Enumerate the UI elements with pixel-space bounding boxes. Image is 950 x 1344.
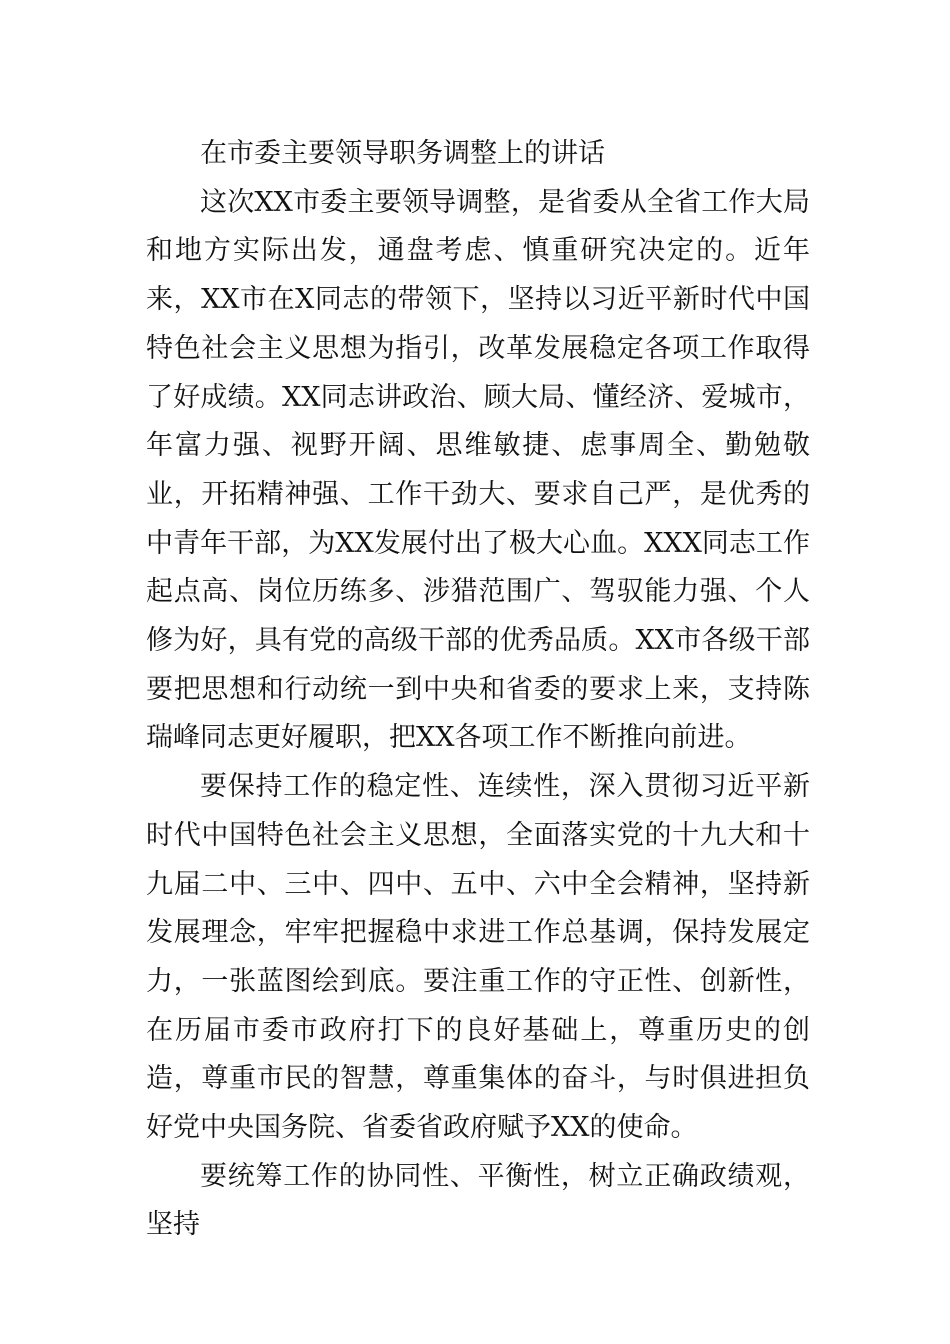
paragraph-1: 这次XX市委主要领导调整，是省委从全省工作大局和地方实际出发，通盘考虑、慎重研究决定的。近年来，XX市在X同志的带领下，坚持以习近平新时代中国特色社会主义思想为指引，改革发展稳定各项工作取得了好成绩。XX同志讲政治、顾大局、懂经济、爱城市，年富力强、视野开阔、思维敏捷、虑事周全、勤勉敬业，开拓精神强、工作干劲大、要求自己严，是优秀的中青年干部，为XX发展付出了极大心血。XXX同志工作起点高、岗位历练多、涉猎范围广、驾驭能力强、个人修为好，具有党的高级干部的优秀品质。XX市各级干部要把思想和行动统一到中央和省委的要求上来，支持陈瑞峰同志更好履职，把XX各项工作不断推向前进。 xyxy=(146,186,810,754)
paragraph-2: 要保持工作的稳定性、连续性，深入贯彻习近平新时代中国特色社会主义思想，全面落实党的十九大和十九届二中、三中、四中、五中、六中全会精神，坚持新发展理念，牢牢把握稳中求进工作总基调，保持发展定力，一张蓝图绘到底。要注重工作的守正性、创新性，在历届市委市政府打下的良好基础上，尊重历史的创造，尊重市民的智慧，尊重集体的奋斗，与时俱进担负好党中央国务院、省委省政府赋予XX的使命。 xyxy=(146,771,810,1144)
document-body xyxy=(146,130,810,1250)
document-title: 在市委主要领导职务调整上的讲话 xyxy=(200,138,605,169)
paragraph-3: 要统筹工作的协同性、平衡性，树立正确政绩观，坚持 xyxy=(146,1160,810,1241)
